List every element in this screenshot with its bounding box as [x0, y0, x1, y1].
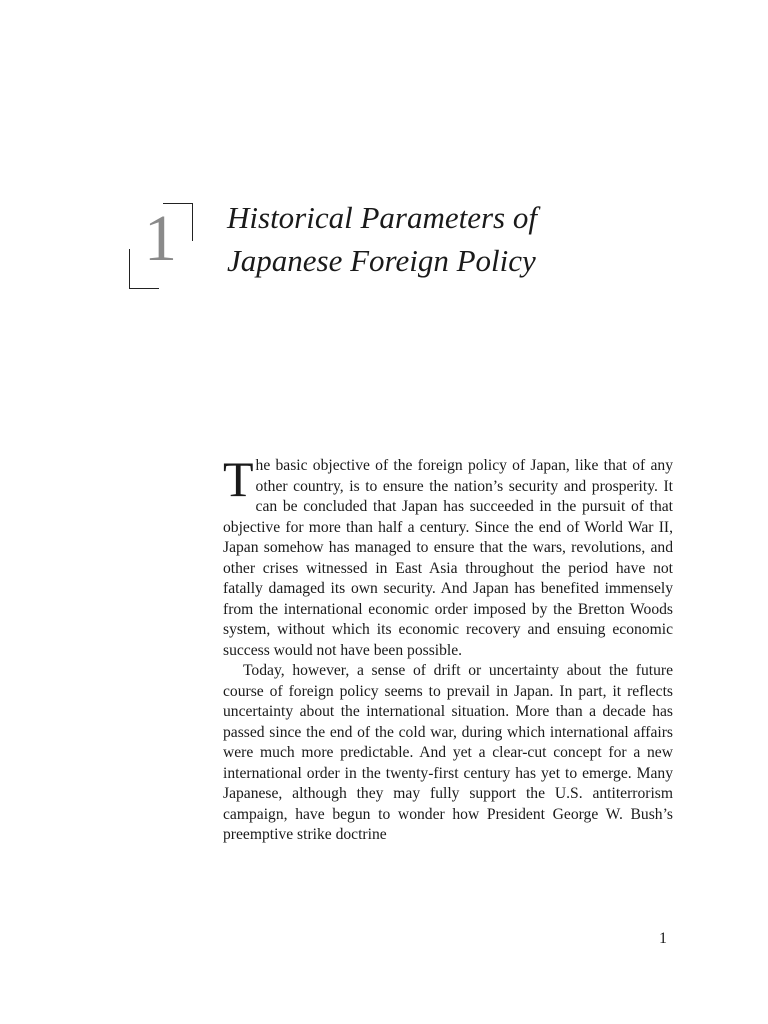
- chapter-title: [227, 196, 667, 282]
- drop-cap: T: [223, 451, 254, 507]
- page-number: 1: [659, 930, 667, 947]
- chapter-number: 1: [144, 202, 177, 275]
- chapter-title-line-1: Historical Parameters of: [227, 200, 537, 235]
- paragraph-1-text: he basic objective of the foreign policy of Japan, like that of any other country, is to ensure the nation’s security and prosperity. It can be concluded that Japan has succeeded in the pursuit of that objective for more than half a century. Since the end of World War II, Japan somehow has managed to ensure that the wars, revolutions, and other crises witnessed in East Asia throughout the period have not fatally damaged its own security. And Japan has benefited immensely from the international economic order imposed by the Bretton Woods system, without which its economic recovery and ensuing economic success would not have been possible.: [223, 457, 673, 659]
- paragraph-2: Today, however, a sense of drift or uncertainty about the future course of foreign policy seems to prevail in Japan. In part, it reflects uncertainty about the international situation. More than a decade has passed since the end of the cold war, during which international affairs were much more predictable. And yet a clear-cut concept for a new international order in the twenty-first century has yet to emerge. Many Japanese, although they may fully support the U.S. antiterrorism campaign, have begun to wonder how President George W. Bush’s preemptive strike doctrine: [223, 662, 673, 843]
- paragraph-1: [223, 451, 673, 661]
- body-text: [223, 451, 673, 846]
- chapter-title-line-2: Japanese Foreign Policy: [227, 243, 536, 278]
